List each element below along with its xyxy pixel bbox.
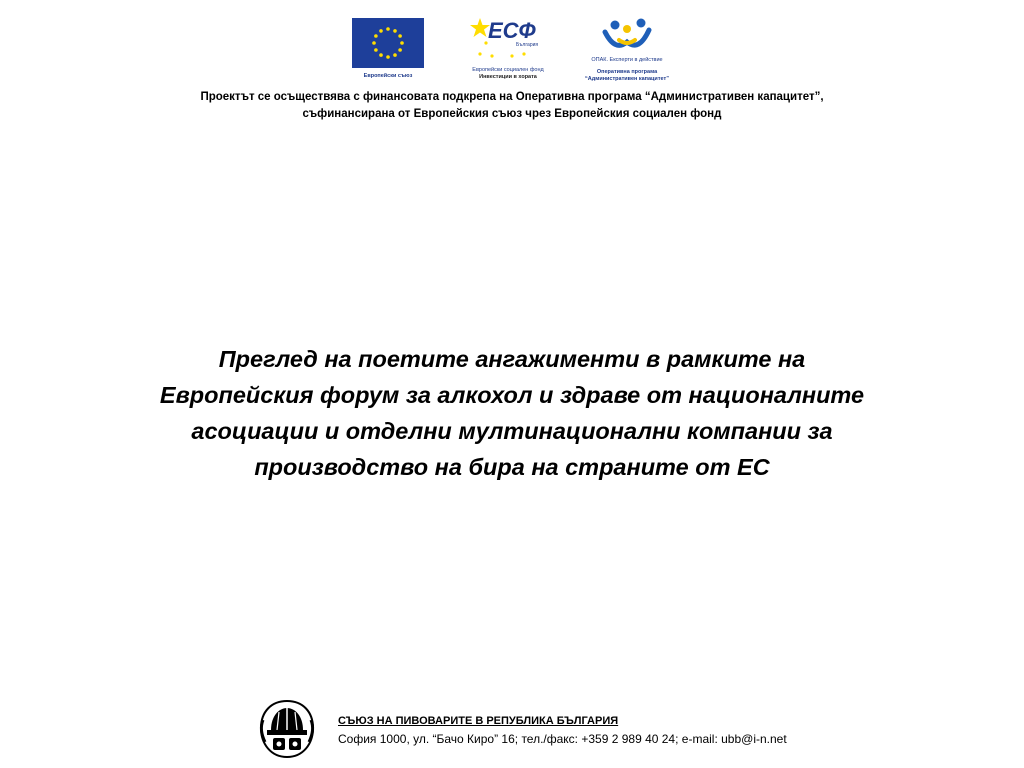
title-line-3: асоциации и отделни мултинационални компании за [191,418,833,444]
esf-logo [466,16,550,81]
funding-line-2: съфинансирана от Европейския съюз чрез Европейския социален фонд [302,108,722,120]
brewers-emblem-icon [257,698,317,760]
funding-line-1: Проектът се осъществява с финансовата подкрепа на Оперативна програма “Административен капацитет”, [200,91,824,103]
opak-figures-icon [597,18,657,52]
brewers-union-emblem [257,698,317,760]
title-line-1: Преглед на поетите ангажименти в рамките на [218,346,806,372]
opak-caption-line1: Оперативна програма [596,69,658,75]
esf-country: България [516,42,539,48]
eu-logo [350,18,426,80]
esf-caption-line2: Инвестиции в хората [479,74,537,80]
esf-star-large-icon [470,18,490,37]
esf-wordmark: ЕСФ [488,18,536,43]
footer-contact [338,712,787,748]
eu-logo-caption: Европейски съюз [363,73,413,79]
eu-flag-field [352,18,424,68]
opak-logo [578,18,676,83]
document-title [40,341,984,485]
organization-address: София 1000, ул. “Бачо Киро” 16; тел./факс: +359 2 989 40 24; e-mail: ubb@i-n.net [338,732,787,746]
eu-flag-icon [352,18,424,68]
funding-statement [0,89,1024,123]
logo-strip [0,14,1024,84]
opak-caption-line2: “Административен капацитет” [585,76,669,82]
esf-caption-line1: Европейски социален фонд [472,67,544,73]
title-line-4: производство на бира на страните от ЕС [254,454,770,480]
esf-emblem-icon [466,16,550,62]
opak-slogan: ОПАК. Експерти в действие [591,57,663,63]
organization-name: СЪЮЗ НА ПИВОВАРИТЕ В РЕПУБЛИКА БЪЛГАРИЯ [338,715,619,727]
title-line-2: Европейския форум за алкохол и здраве от националните [159,382,865,408]
